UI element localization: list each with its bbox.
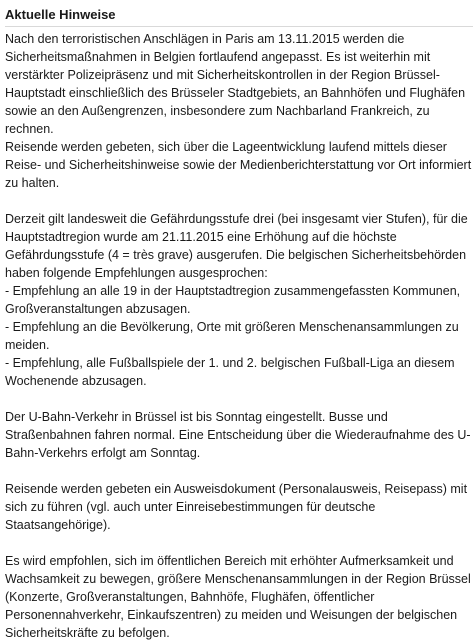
paragraph-id-document: Reisende werden gebeten ein Ausweisdokument (Personalausweis, Reisepass) mit sich zu führen (vgl. auch unter Einreisebestimmungen für deutsche Staatsangehörige). bbox=[5, 482, 468, 532]
paragraph-paris-attacks: Nach den terroristischen Anschlägen in Paris am 13.11.2015 werden die Sicherheitsmaßnahmen in Belgien fortlaufend angepasst. Es ist weiterhin mit verstärkter Polizeipräsenz und mit Sicherheitskontrollen in der Region Brüssel-Hauptstadt einschließlich des Brüsseler Stadtgebiets, an Bahnhöfen und Flughäfen sowie an den Außengrenzen, insbesondere zum Nachbarland Frankreich, zu rechnen. Reisende werden gebeten, sich über die Lageentwicklung laufend mittels dieser Reise- und Sicherheitshinweise sowie der Medienberichterstattung vor Ort informiert zu halten. bbox=[5, 32, 472, 190]
paragraph-spacer bbox=[5, 462, 473, 480]
paragraph-spacer bbox=[5, 534, 473, 552]
paragraph-threat-level: Derzeit gilt landesweit die Gefährdungsstufe drei (bei insgesamt vier Stufen), für die Hauptstadtregion wurde am 21.11.2015 eine Erhöhung auf die höchste Gefährdungsstufe (4 = très grave) ausgerufen. Die belgischen Sicherheitsbehörden haben folgende Empfehlungen ausgesprochen: - Empfehlung an alle 19 in der Hauptstadtregion zusammengefassten Kommunen, Großveranstaltungen abzusagen. - Empfehlung an die Bevölkerung, Orte mit größeren Menschenansammlungen zu meiden. - Empfehlung, alle Fußballspiele der 1. und 2. belgischen Fußball-Liga an diesem Wochenende abzusagen. bbox=[5, 212, 468, 388]
paragraph-vigilance: Es wird empfohlen, sich im öffentlichen Bereich mit erhöhter Aufmerksamkeit und Wachsamkeit zu bewegen, größere Menschenansammlungen in der Region Brüssel (Konzerte, Großveranstaltungen, Bahnhöfe, Flughäfen, öffentlicher Personennahverkehr, Einkaufszentren) zu meiden und Weisungen der belgischen Sicherheitskräfte zu befolgen. bbox=[5, 554, 471, 640]
notice-title: Aktuelle Hinweise bbox=[5, 7, 116, 22]
notice-section bbox=[5, 0, 473, 642]
title-divider bbox=[5, 26, 473, 27]
paragraph-metro: Der U-Bahn-Verkehr in Brüssel ist bis Sonntag eingestellt. Busse und Straßenbahnen fahren normal. Eine Entscheidung über die Wiederaufnahme des U-Bahn-Verkehrs erfolgt am Sonntag. bbox=[5, 410, 471, 460]
paragraph-spacer bbox=[5, 192, 473, 210]
paragraph-spacer bbox=[5, 390, 473, 408]
